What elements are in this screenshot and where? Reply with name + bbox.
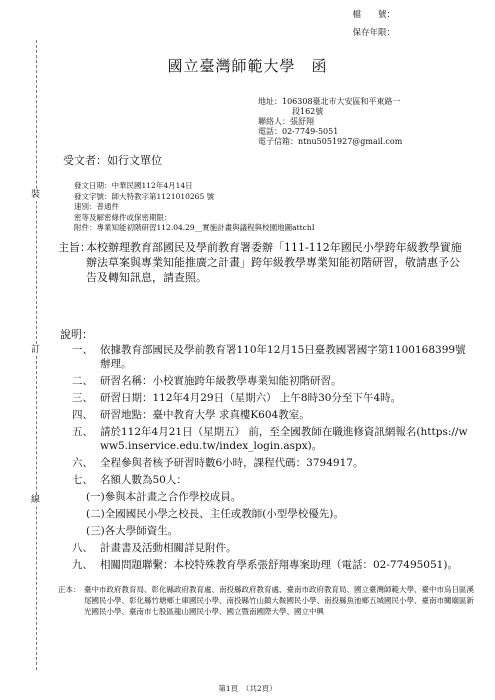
explanation-label: 說明： [60, 328, 93, 341]
page-footer: 第1頁 （共2頁） [218, 684, 277, 693]
explanation-item [72, 391, 472, 405]
item-number: 二、 [72, 375, 93, 387]
item-number: 八、 [72, 542, 93, 554]
sender-address-2: 段162號 [292, 107, 324, 116]
sender-phone: 電話：02-7749-5051 [258, 127, 339, 136]
sender-email: 電子信箱：ntnu5051927@gmail.com [258, 137, 403, 146]
sub-item: (一)參與本計畫之合作學校成員。 [86, 491, 242, 503]
subject-label: 主旨： [58, 241, 91, 254]
explanation-item [72, 558, 472, 572]
retention-label: 保存年限： [352, 28, 395, 38]
speed: 速別：普通件 [74, 202, 119, 211]
item-text: 研習名稱：小校實施跨年級教學專業知能初階研習。 [100, 375, 342, 387]
sender-contact: 聯絡人：張舒翔 [258, 117, 314, 126]
explanation-item [72, 343, 472, 371]
item-text: 研習地點：臺中教育大學 求真樓K604教室。 [100, 409, 310, 421]
item-number: 三、 [72, 392, 93, 404]
sub-item: (三)各大學師資生。 [86, 525, 179, 537]
binding-mark-ding: 訂 [31, 345, 41, 355]
cc-text: 臺中市政府教育局、彰化縣政府教育處、南投縣政府教育處、臺南市政府教育局、國立臺灣師範大學、臺中市烏日區溪尾國民小學、彰化縣竹塘鄉土庫國民小學、南投縣竹山鎮大鞍國民小學、南投縣魚池鄉五城國民小學、臺南市關廟區新光國民小學、臺南市七股區龍山國民小學、國立暨南國際大學、國立中興 [84, 585, 474, 616]
binding-mark-zhuang: 裝 [31, 190, 41, 200]
item-text: 相關問題聯繫：本校特殊教育學系張舒翔專案助理（電話：02-77495051)。 [100, 559, 458, 571]
item-text: 全程參與者核予研習時數6小時，課程代碼：3794917。 [100, 457, 364, 469]
explanation-item [72, 541, 472, 555]
explanation-item [72, 408, 472, 422]
item-text: 研習日期：112年4月29日（星期六） 上午8時30分至下午4時。 [100, 392, 402, 404]
explanation-item [72, 473, 472, 487]
sender-info [258, 97, 402, 147]
issue-number: 發文字號：師大特教字第1121010265 號 [74, 191, 215, 201]
explanation-item [72, 374, 472, 388]
subject-section [58, 240, 468, 285]
recipient: 受文者：如行文單位 [63, 154, 162, 167]
binding-mark-xian: 線 [31, 495, 41, 505]
file-number-label: 檔 號： [352, 10, 395, 20]
security-level: 密等及解密條件或保密期限： [74, 212, 172, 222]
sub-item: (二)全國國民小學之校長、主任或教師(小型學校優先)。 [86, 508, 344, 520]
item-text: 依據教育部國民及學前教育署110年12月15日臺教國署國字第1100168399號辦理。 [100, 344, 466, 370]
cc-section [58, 584, 478, 617]
item-text: 計畫書及活動相關詳見附件。 [100, 542, 237, 554]
explanation-item [72, 456, 472, 470]
item-number: 七、 [72, 474, 93, 486]
attachment: 附件：專業知能初階研習112.04.29__實施計畫與議程與校園地圖attchI [74, 223, 315, 232]
item-number: 六、 [72, 457, 93, 469]
item-text: 名額人數為50人： [100, 474, 187, 486]
item-number: 一、 [72, 344, 93, 356]
subject-text: 本校辦理教育部國民及學前教育署委辦「111-112年國民小學跨年級教學實施辦法草案與專業知能推廣之計畫」跨年級教學專業知能初階研習，敬請惠予公告及轉知訊息，請查照。 [86, 241, 462, 284]
cc-label: 正本： [58, 585, 81, 594]
issue-date: 發文日期：中華民國112年4月14日 [74, 181, 193, 190]
document-meta [74, 181, 315, 234]
document-title: 國立臺灣師範大學 函 [167, 57, 328, 75]
item-number: 四、 [72, 409, 93, 421]
explanation-list [72, 343, 472, 575]
explanation-item [72, 425, 472, 453]
item-number: 九、 [72, 559, 93, 571]
item-text: 請於112年4月21日（星期五） 前，至全國教師在職進修資訊網報名(https://www5.inservice.edu.tw/index_login.aspx)。 [100, 426, 468, 452]
sender-address-1: 地址：106308臺北市大安區和平東路一 [258, 97, 401, 106]
item-number: 五、 [72, 426, 93, 438]
